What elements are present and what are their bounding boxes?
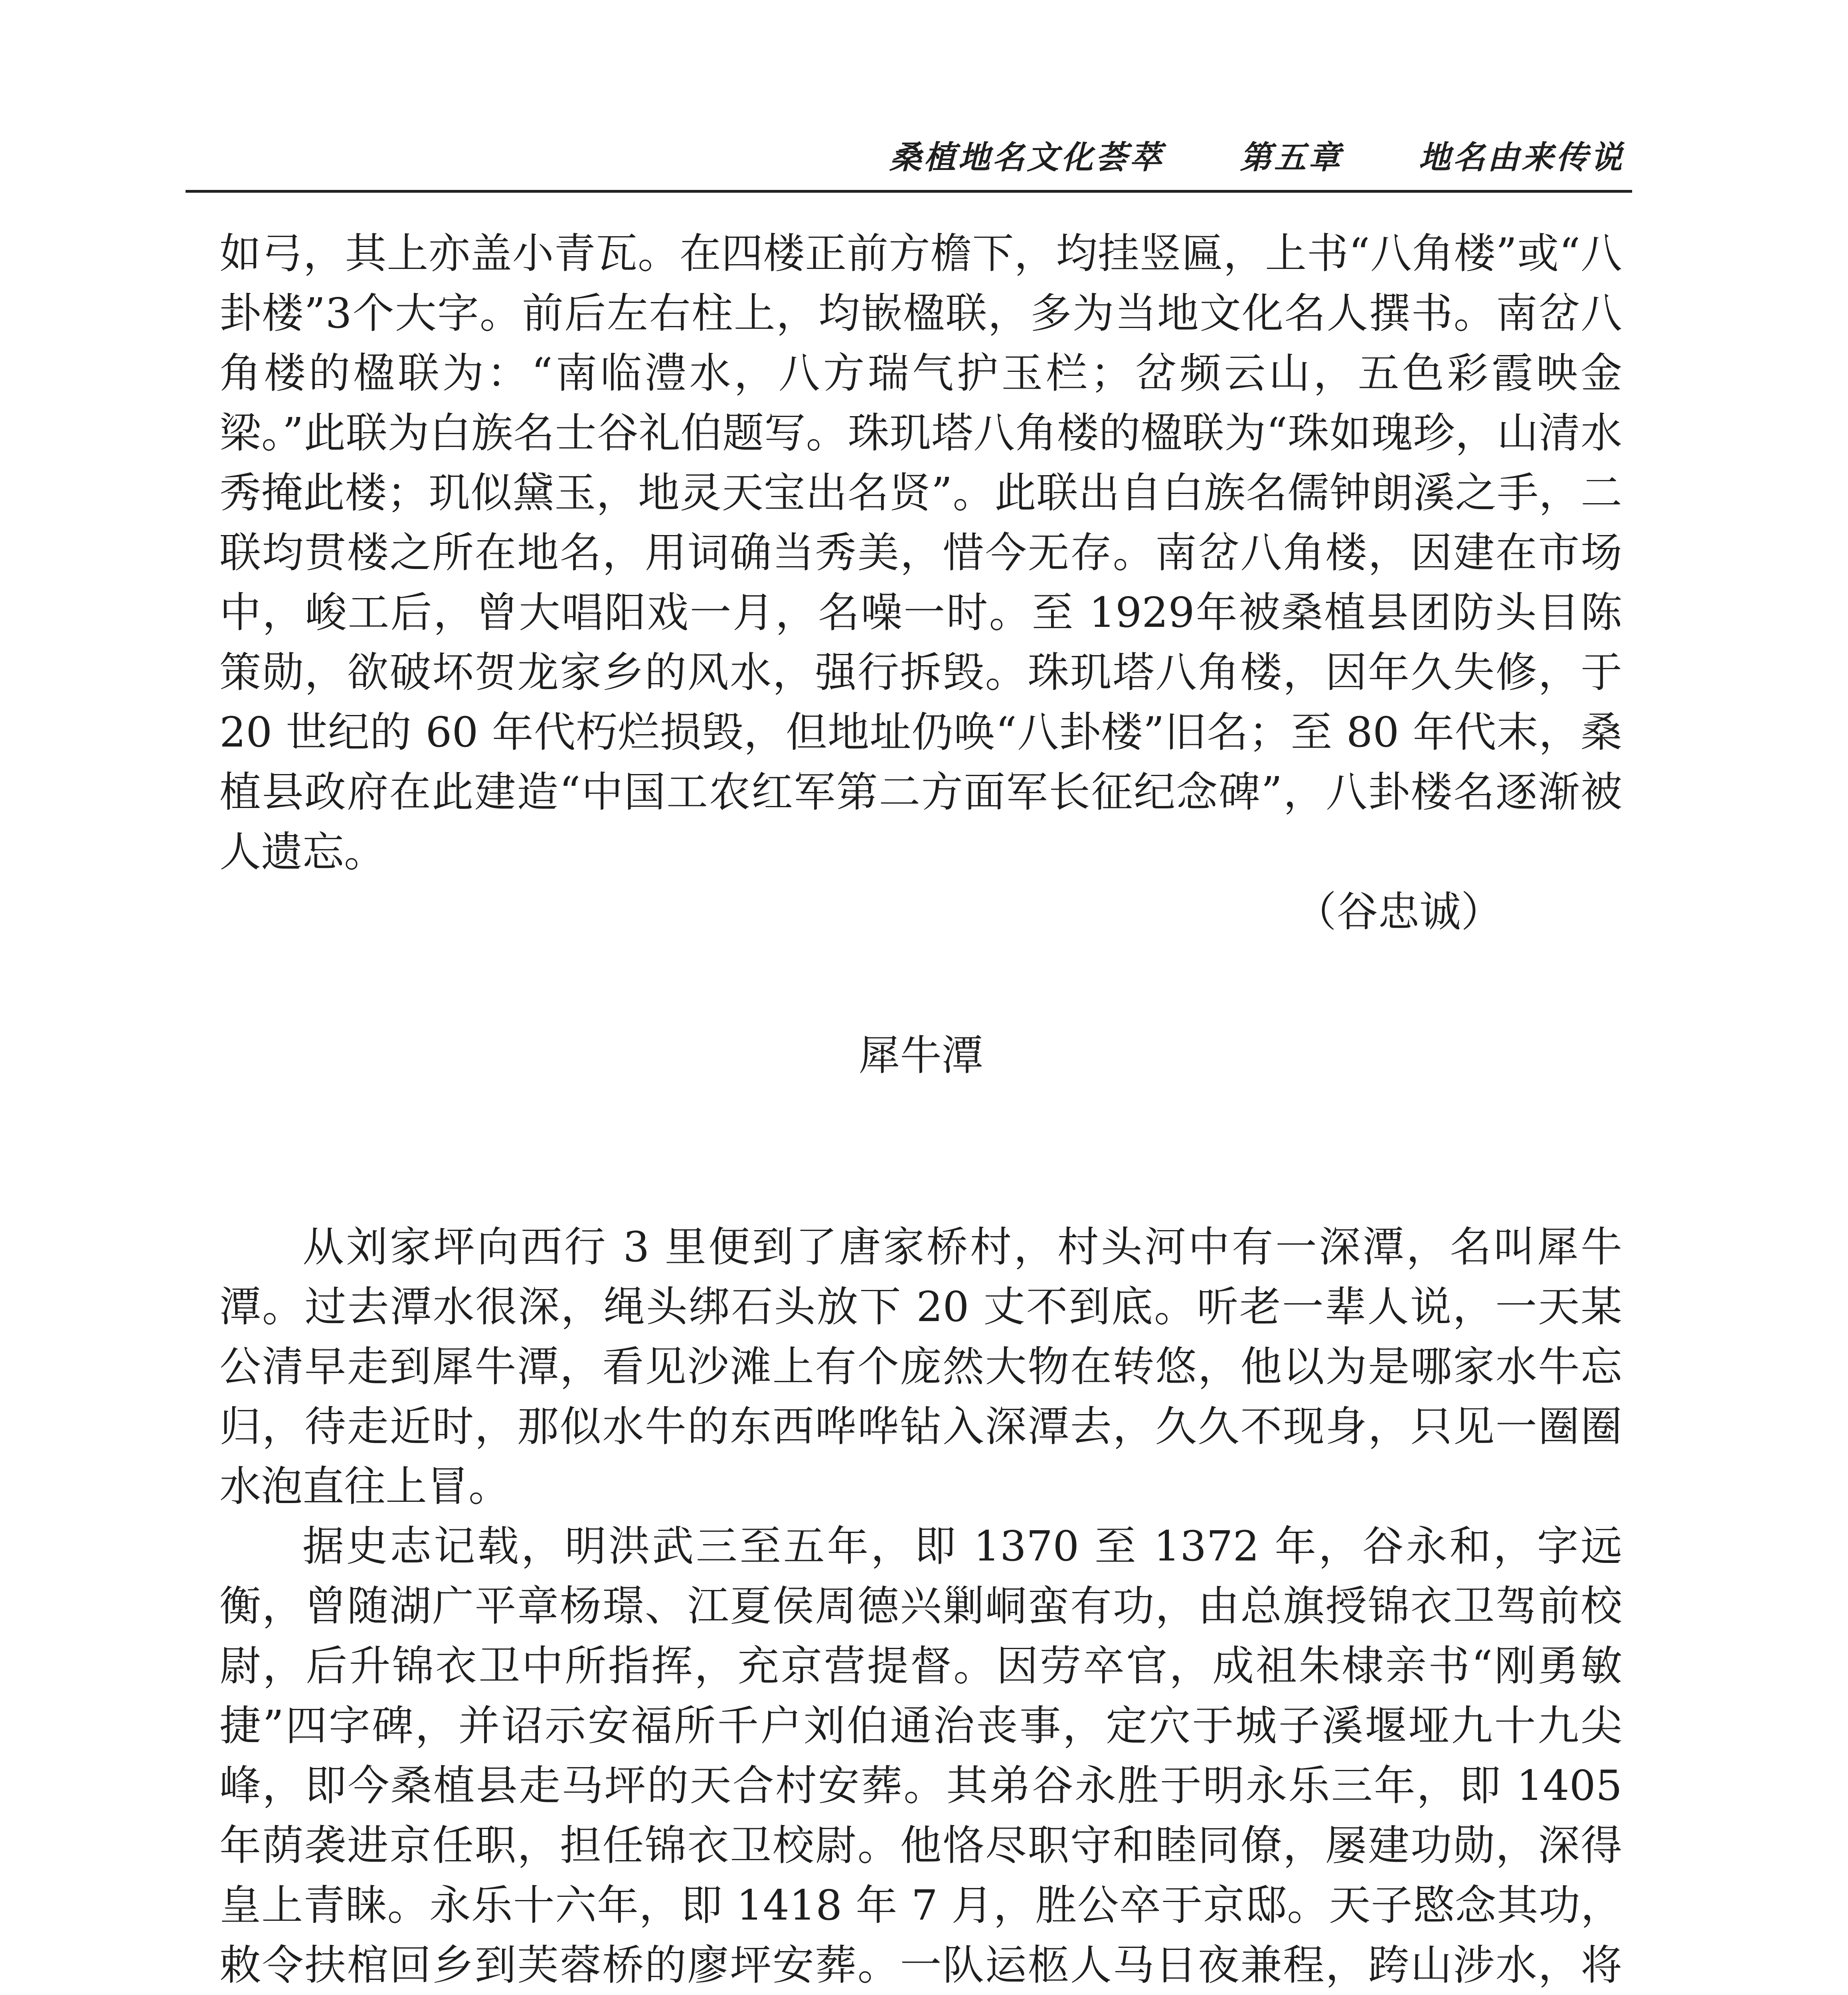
header-rule (186, 190, 1632, 193)
header-chapter: 第五章 (1240, 139, 1343, 176)
section-paragraph-2: 据史志记载，明洪武三至五年，即 1370 至 1372 年，谷永和，字远衡，曾随湖广平章杨璟、江夏侯周德兴剿峒蛮有功，由总旗授锦衣卫驾前校尉，后升锦衣卫中所指挥，充京营提督。因劳卒官，成祖朱棣亲书“刚勇敏捷”四字碑，并诏示安福所千户刘伯通治丧事，定穴于城子溪堰垭九十九尖峰，即今桑植县走马坪的天合村安葬。其弟谷永胜于明永乐三年，即 1405 年荫袭进京任职，担任锦衣卫校尉。他恪尽职守和睦同僚，屡建功勋，深得皇上青睐。永乐十六年，即 1418 年 7 月，胜公卒于京邸。天子愍念其功，敕令扶棺回乡到芙蓉桥的廖坪安葬。一队运柩人马日夜兼程，跨山涉水，将 (219, 1522, 1622, 1989)
header-chapter-title: 地名由来传说 (1419, 139, 1625, 176)
continuation-paragraph: 如弓，其上亦盖小青瓦。在四楼正前方檐下，均挂竖匾，上书“八角楼”或“八卦楼”3个大字。前后左右柱上，均嵌楹联，多为当地文化名人撰书。南岔八角楼的楹联为：“南临澧水，八方瑞气护玉栏；岔频云山，五色彩霞映金梁。”此联为白族名士谷礼伯题写。珠玑塔八角楼的楹联为“珠如瑰珍，山清水秀掩此楼；玑似黛玉，地灵天宝出名贤”。此联出自白族名儒钟朗溪之手，二联均贯楼之所在地名，用词确当秀美，惜今无存。南岔八角楼，因建在市场中，峻工后，曾大唱阳戏一月，名噪一时。至 1929年被桑植县团防头目陈策勋，欲破坏贺龙家乡的风水，强行拆毁。珠玑塔八角楼，因年久失修，于 20 世纪的 60 年代朽烂损毁，但地址仍唤“八卦楼”旧名；至 80 年代末，桑植县政府在此建造“中国工农红军第二方面军长征纪念碑”，八卦楼名逐渐被人遗忘。 (219, 229, 1622, 876)
running-header (889, 132, 1625, 178)
section-paragraph-1: 从刘家坪向西行 3 里便到了唐家桥村，村头河中有一深潭，名叫犀牛潭。过去潭水很深，绳头绑石头放下 20 丈不到底。听老一辈人说，一天某公清早走到犀牛潭，看见沙滩上有个庞然大物在转悠，他以为是哪家水牛忘归，待走近时，那似水牛的东西哗哗钻入深潭去，久久不现身，只见一圈圈水泡直往上冒。 (219, 1223, 1622, 1511)
section-title: 犀牛潭 (858, 1031, 983, 1080)
header-book-title: 桑植地名文化荟萃 (889, 139, 1164, 176)
author-signature: （谷忠诚） (1295, 887, 1502, 936)
page-body (219, 223, 1622, 1995)
